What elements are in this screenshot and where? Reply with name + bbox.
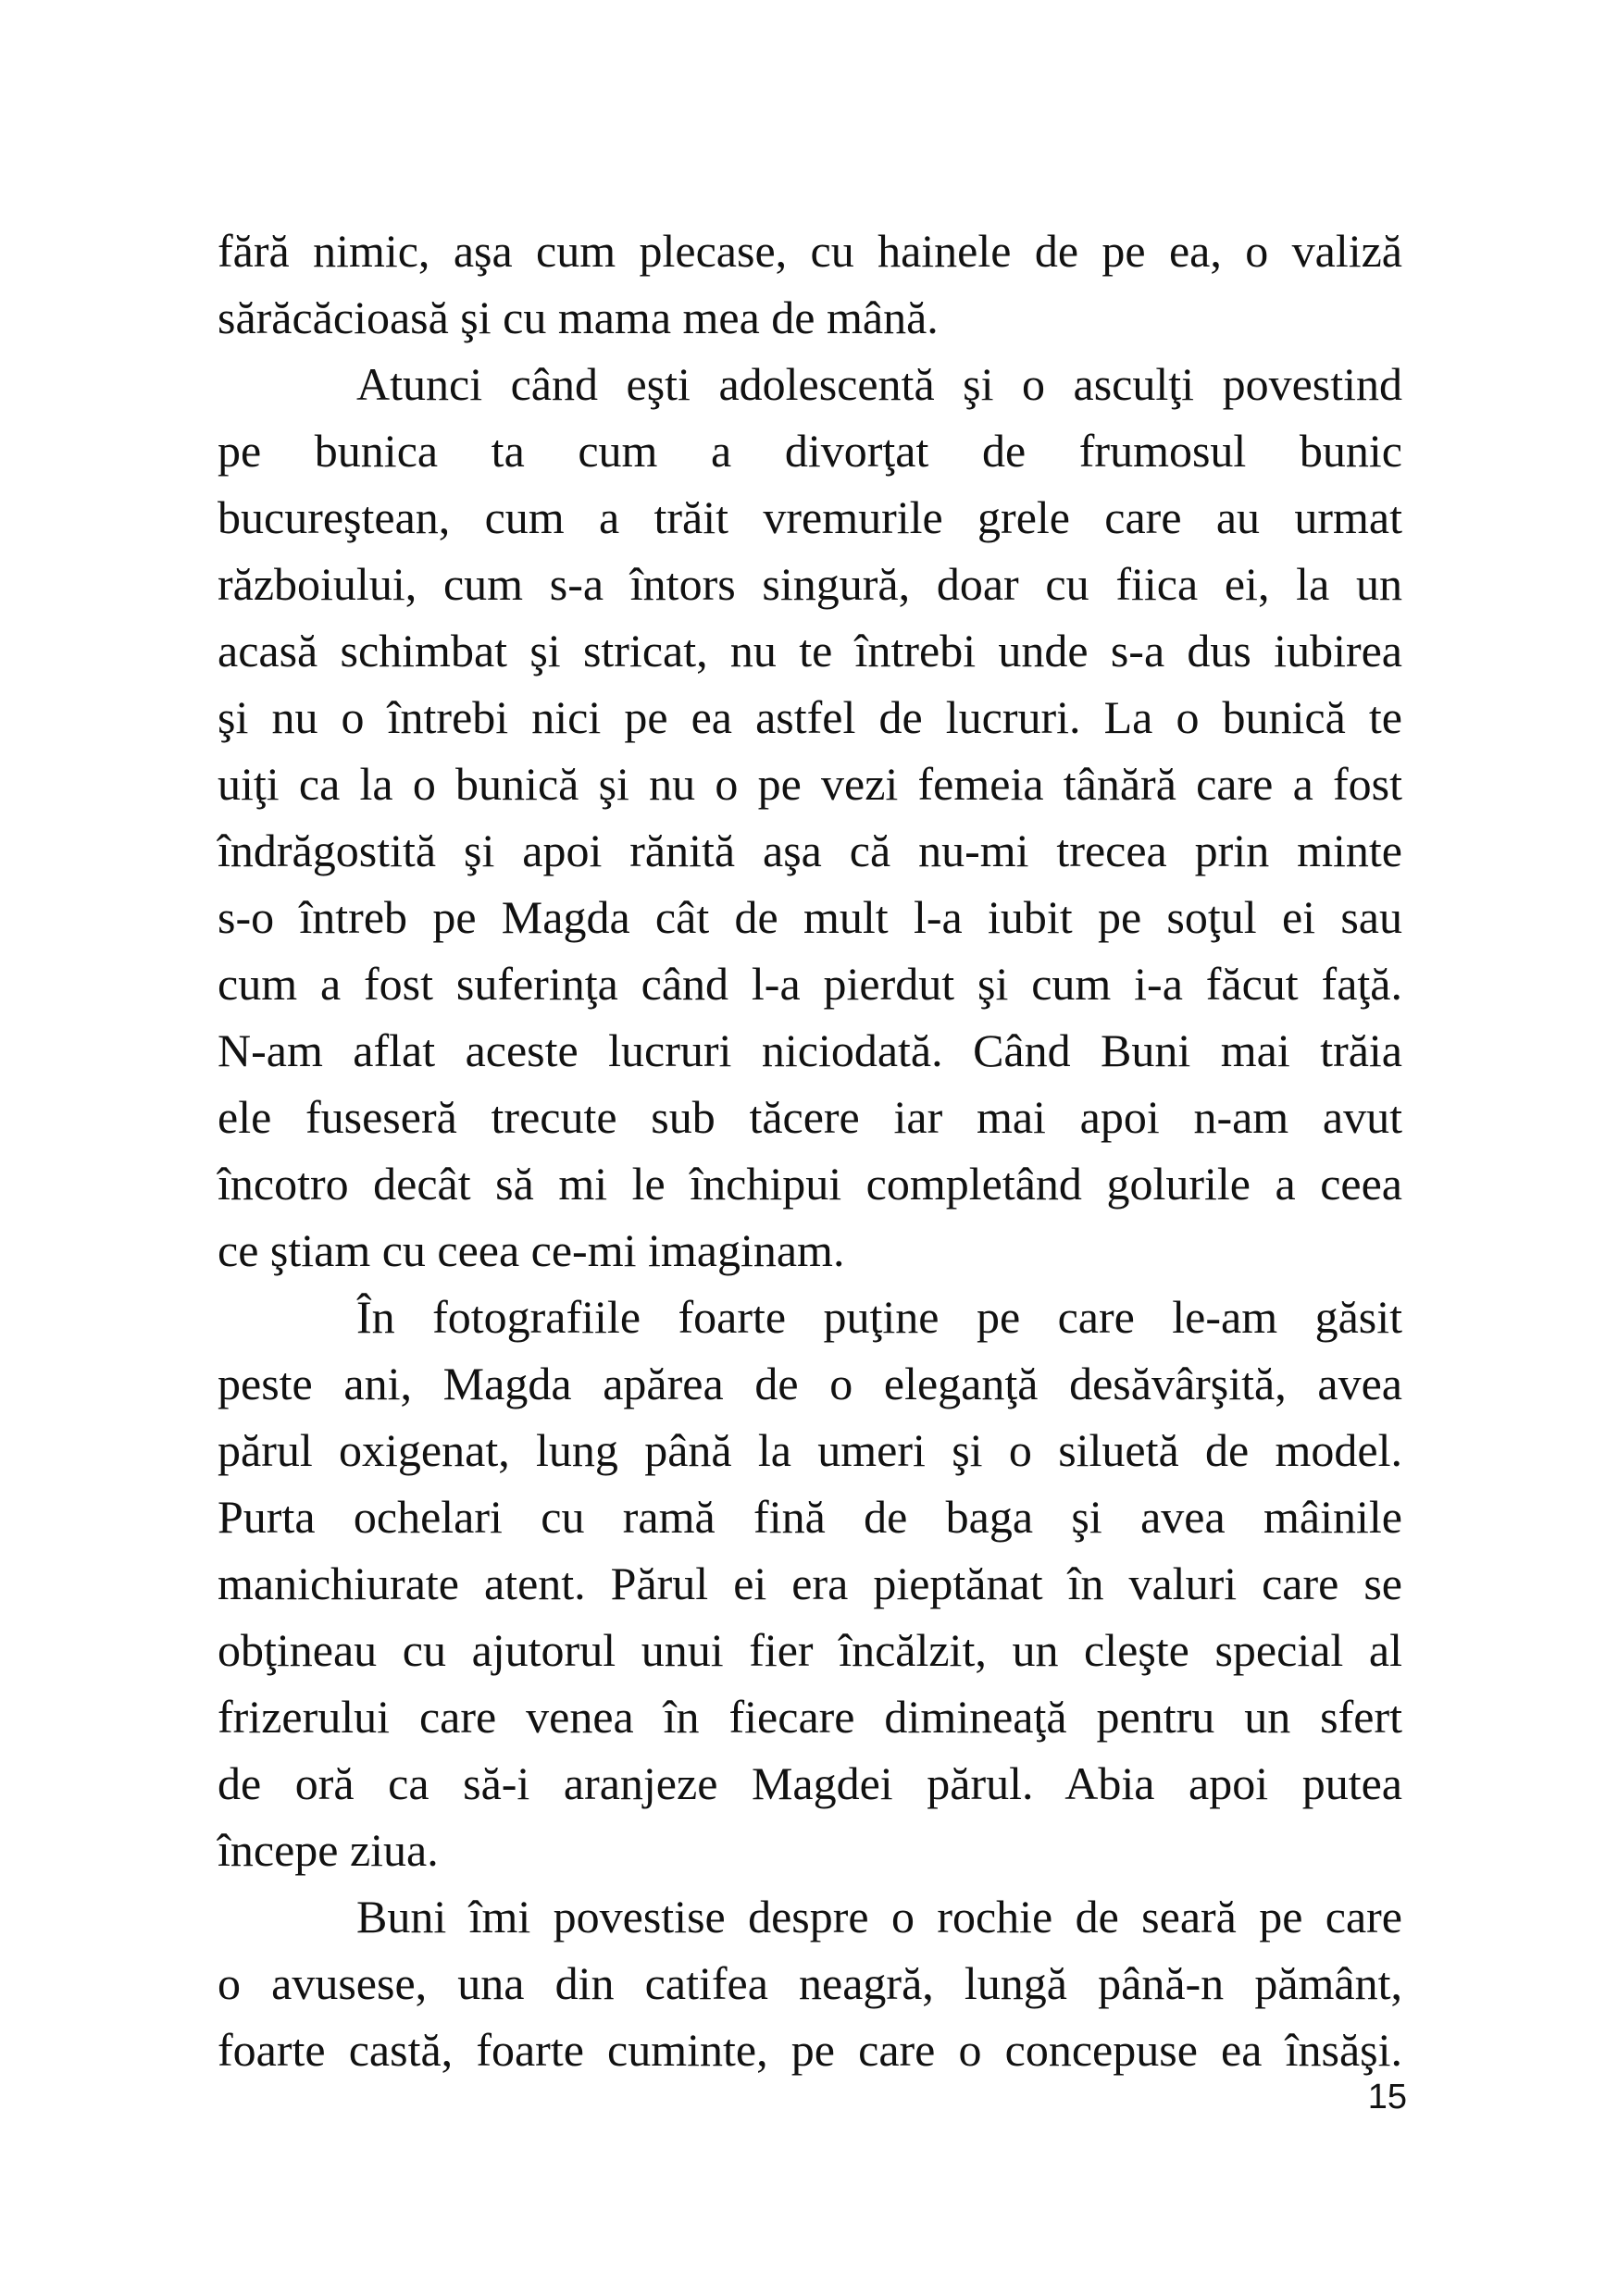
text-line: părul oxigenat, lung până la umeri şi o siluetă de model.: [218, 1424, 1402, 1476]
text-line: ce ştiam cu ceea ce-mi imaginam.: [218, 1224, 845, 1276]
page-number: 15: [1367, 2078, 1407, 2116]
text-line: o avusese, una din catifea neagră, lungă până-n pământ,: [218, 1957, 1402, 2009]
text-line: frizerului care venea în fiecare dimineaţă pentru un sfert: [218, 1691, 1402, 1743]
text-line: pe bunica ta cum a divorţat de frumosul bunic: [218, 425, 1402, 477]
text-line: acasă schimbat şi stricat, nu te întrebi unde s-a dus iubirea: [218, 625, 1402, 676]
paragraph-3: [218, 1284, 1402, 1883]
text-line: ele fuseseră trecute sub tăcere iar mai apoi n-am avut: [218, 1091, 1402, 1143]
text-line: N-am aflat aceste lucruri niciodată. Când Buni mai trăia: [218, 1024, 1402, 1076]
text-line: bucureştean, cum a trăit vremurile grele care au urmat: [218, 491, 1402, 543]
text-line: Atunci când eşti adolescentă şi o asculţi povestind: [356, 358, 1402, 410]
paragraph-2: [218, 351, 1402, 1284]
text-line: Buni îmi povestise despre o rochie de seară pe care: [356, 1891, 1402, 1942]
body-text: [218, 217, 1402, 2083]
text-line: de oră ca să-i aranjeze Magdei părul. Abia apoi putea: [218, 1757, 1402, 1809]
text-line: s-o întreb pe Magda cât de mult l-a iubit pe soţul ei sau: [218, 891, 1402, 943]
text-line: şi nu o întrebi nici pe ea astfel de lucruri. La o bunică te: [218, 691, 1402, 743]
text-line: sărăcăcioasă şi cu mama mea de mână.: [218, 292, 939, 343]
paragraph-4: [218, 1883, 1402, 2083]
text-line: uiţi ca la o bunică şi nu o pe vezi femeia tânără care a fost: [218, 758, 1402, 810]
text-line: cum a fost suferinţa când l-a pierdut şi cum i-a făcut faţă.: [218, 958, 1402, 1010]
text-line: începe ziua.: [218, 1824, 439, 1876]
text-line: războiului, cum s-a întors singură, doar cu fiica ei, la un: [218, 558, 1402, 610]
text-line: manichiurate atent. Părul ei era pieptănat în valuri care se: [218, 1558, 1402, 1609]
text-line: obţineau cu ajutorul unui fier încălzit, un cleşte special al: [218, 1624, 1402, 1676]
text-line: îndrăgostită şi apoi rănită aşa că nu-mi trecea prin minte: [218, 825, 1402, 876]
text-line: încotro decât să mi le închipui completând golurile a ceea: [218, 1158, 1402, 1210]
text-line: Purta ochelari cu ramă fină de baga şi avea mâinile: [218, 1491, 1402, 1543]
text-line: foarte castă, foarte cuminte, pe care o concepuse ea însăşi.: [218, 2024, 1402, 2076]
paragraph-1: [218, 217, 1402, 351]
text-line: fără nimic, aşa cum plecase, cu hainele de pe ea, o valiză: [218, 225, 1402, 277]
text-line: În fotografiile foarte puţine pe care le-am găsit: [356, 1291, 1402, 1343]
text-line: peste ani, Magda apărea de o eleganţă desăvârşită, avea: [218, 1358, 1402, 1409]
